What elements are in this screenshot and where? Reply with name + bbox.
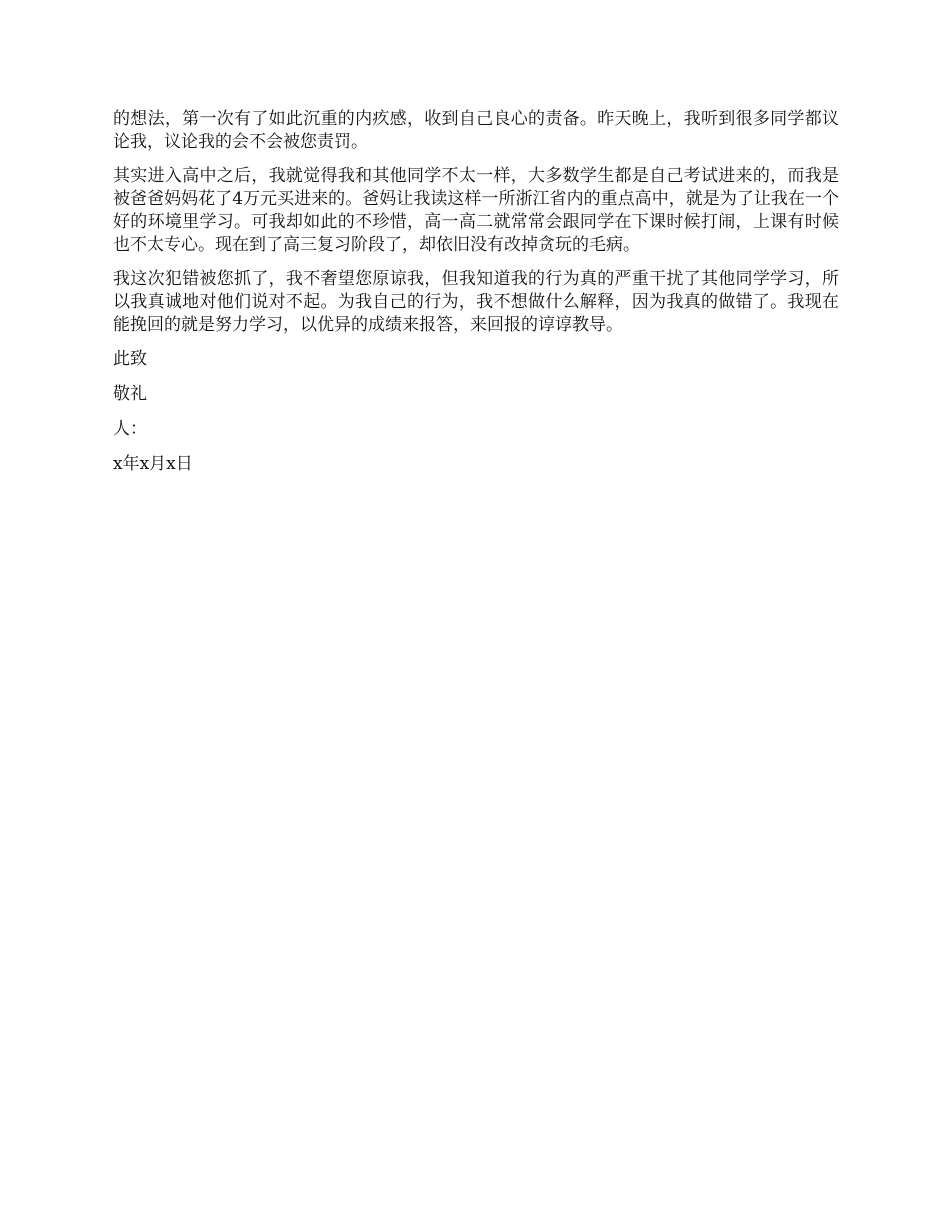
salutation: 敬礼 bbox=[113, 384, 147, 404]
closing-phrase: 此致 bbox=[113, 349, 147, 369]
body-paragraph-3: 我这次犯错被您抓了，我不奢望您原谅我，但我知道我的行为真的严重干扰了其他同学学习，所以我真诚地对他们说对不起。为我自己的行为，我不想做什么解释，因为我真的做错了。我现在能挽回的就是努力学习，以优异的成绩来报答，来回报的谆谆教导。 bbox=[113, 269, 839, 335]
signer-label: 人： bbox=[113, 419, 147, 439]
body-paragraph-2: 其实进入高中之后，我就觉得我和其他同学不太一样，大多数学生都是自己考试进来的，而我是被爸爸妈妈花了4万元买进来的。爸妈让我读这样一所浙江省内的重点高中，就是为了让我在一个好的环境里学习。可我却如此的不珍惜，高一高二就常常会跟同学在下课时候打闹，上课有时候也不太专心。现在到了高三复习阶段了，却依旧没有改掉贪玩的毛病。 bbox=[113, 166, 839, 255]
document-page bbox=[113, 108, 839, 488]
date-line: x年x月x日 bbox=[113, 454, 193, 474]
body-paragraph-1: 的想法，第一次有了如此沉重的内疚感，收到自己良心的责备。昨天晚上，我听到很多同学都议论我，议论我的会不会被您责罚。 bbox=[113, 109, 839, 152]
